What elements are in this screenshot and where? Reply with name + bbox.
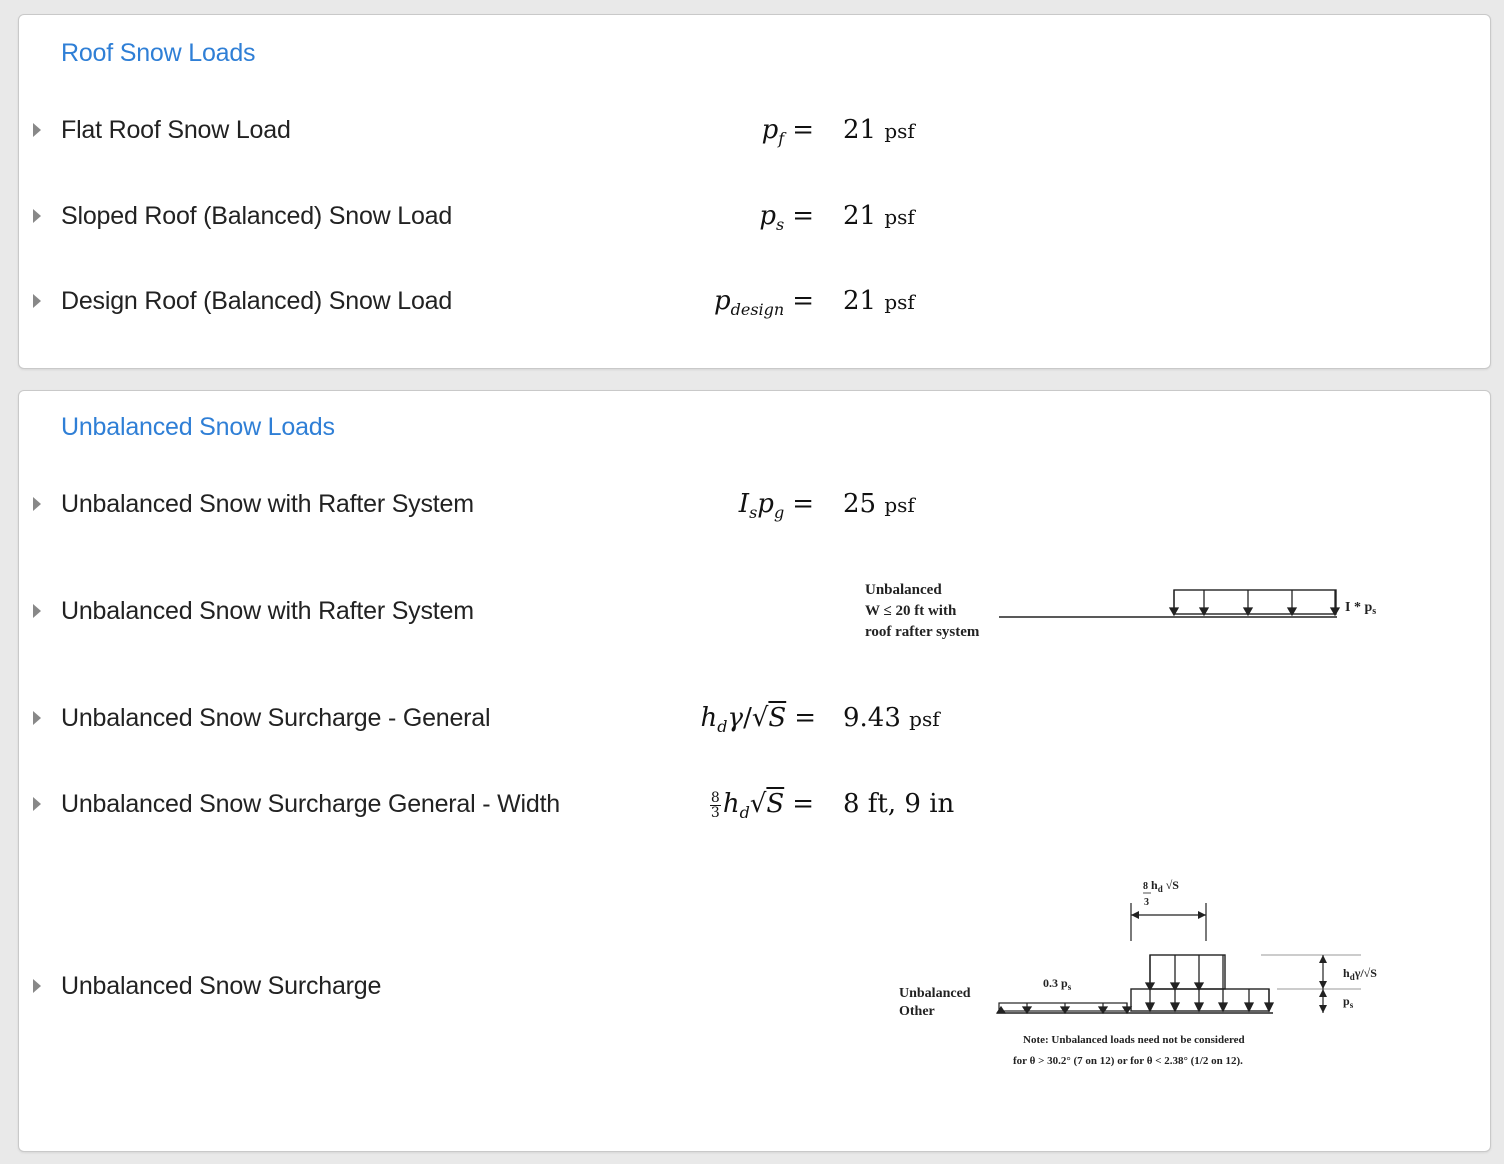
row-label: Unbalanced Snow with Rafter System bbox=[61, 597, 474, 625]
diagram-label-line1: Unbalanced bbox=[865, 582, 942, 598]
expand-caret-icon[interactable] bbox=[33, 797, 41, 811]
row-label: Unbalanced Snow Surcharge bbox=[61, 972, 382, 1000]
row-label: Sloped Roof (Balanced) Snow Load bbox=[61, 202, 453, 230]
load-label-i-ps: I * $p_s$ bbox=[1345, 600, 1377, 617]
diagram-label-unbalanced: Unbalanced bbox=[899, 986, 971, 1001]
diagram-label-line3: roof rafter system bbox=[865, 624, 980, 640]
diagram-label-other: Other bbox=[899, 1004, 935, 1019]
rafter-system-load-diagram bbox=[861, 579, 1401, 649]
unbalanced-snow-loads-panel bbox=[18, 390, 1491, 1152]
low-load-label: 0.3 $p_s$ bbox=[1043, 976, 1072, 992]
row-unbalanced-surcharge-general[interactable] bbox=[19, 701, 1490, 741]
unbalanced-surcharge-diagram bbox=[877, 873, 1397, 1083]
formula-hd-gamma-sqrt-s: $h_d\gamma/√S$ = bbox=[700, 703, 816, 736]
value-pdesign: 21 psf bbox=[843, 286, 915, 316]
value-ps: 21 psf bbox=[843, 201, 915, 231]
row-unbalanced-surcharge-width[interactable] bbox=[19, 787, 1490, 827]
row-label: Flat Roof Snow Load bbox=[61, 116, 291, 144]
row-label: Unbalanced Snow Surcharge - General bbox=[61, 704, 491, 732]
note-line1: Note: Unbalanced loads need not be considered bbox=[1023, 1034, 1245, 1046]
note-line2: for θ > 30.2° (7 on 12) or for θ < 2.38° (1/2 on 12). bbox=[1013, 1055, 1243, 1067]
row-design-roof-snow-load[interactable] bbox=[19, 284, 1490, 324]
row-label: Design Roof (Balanced) Snow Load bbox=[61, 287, 453, 315]
formula-8-3-hd-sqrt-s: $\frac{8}{3}$ $h_d√S$ = bbox=[710, 789, 814, 822]
value-is-pg: 25 psf bbox=[843, 489, 915, 519]
formula-ps: $p_s$ = bbox=[759, 201, 814, 234]
value-pf: 21 psf bbox=[843, 115, 915, 145]
row-unbalanced-rafter-value[interactable] bbox=[19, 487, 1490, 527]
unbalanced-snow-loads-title: Unbalanced Snow Loads bbox=[61, 413, 335, 441]
svg-text:3: 3 bbox=[1144, 897, 1149, 908]
ps-label: $p_s$ bbox=[1343, 994, 1354, 1010]
row-label: Unbalanced Snow with Rafter System bbox=[61, 490, 474, 518]
row-label: Unbalanced Snow Surcharge General - Width bbox=[61, 790, 561, 818]
row-sloped-roof-snow-load[interactable] bbox=[19, 199, 1490, 239]
formula-pf: $p_f$ = bbox=[761, 115, 814, 148]
diagram-label-line2: W ≤ 20 ft with bbox=[865, 603, 957, 619]
expand-caret-icon[interactable] bbox=[33, 209, 41, 223]
formula-pdesign: $p_{design}$ = bbox=[713, 286, 814, 319]
expand-caret-icon[interactable] bbox=[33, 604, 41, 618]
formula-is-pg: $I_sp_g$ = bbox=[738, 489, 814, 522]
expand-caret-icon[interactable] bbox=[33, 979, 41, 993]
roof-snow-loads-title: Roof Snow Loads bbox=[61, 39, 256, 67]
expand-caret-icon[interactable] bbox=[33, 497, 41, 511]
row-flat-roof-snow-load[interactable] bbox=[19, 113, 1490, 153]
expand-caret-icon[interactable] bbox=[33, 123, 41, 137]
value-surcharge-general: 9.43 psf bbox=[843, 703, 940, 733]
expand-caret-icon[interactable] bbox=[33, 711, 41, 725]
expand-caret-icon[interactable] bbox=[33, 294, 41, 308]
roof-snow-loads-panel bbox=[18, 14, 1491, 369]
surcharge-height-label: $h_d\gamma/√S$ bbox=[1343, 966, 1377, 982]
value-surcharge-width: 8 ft, 9 in bbox=[843, 789, 955, 819]
width-dimension-label: 8 $h_d$ √S bbox=[1143, 878, 1179, 894]
